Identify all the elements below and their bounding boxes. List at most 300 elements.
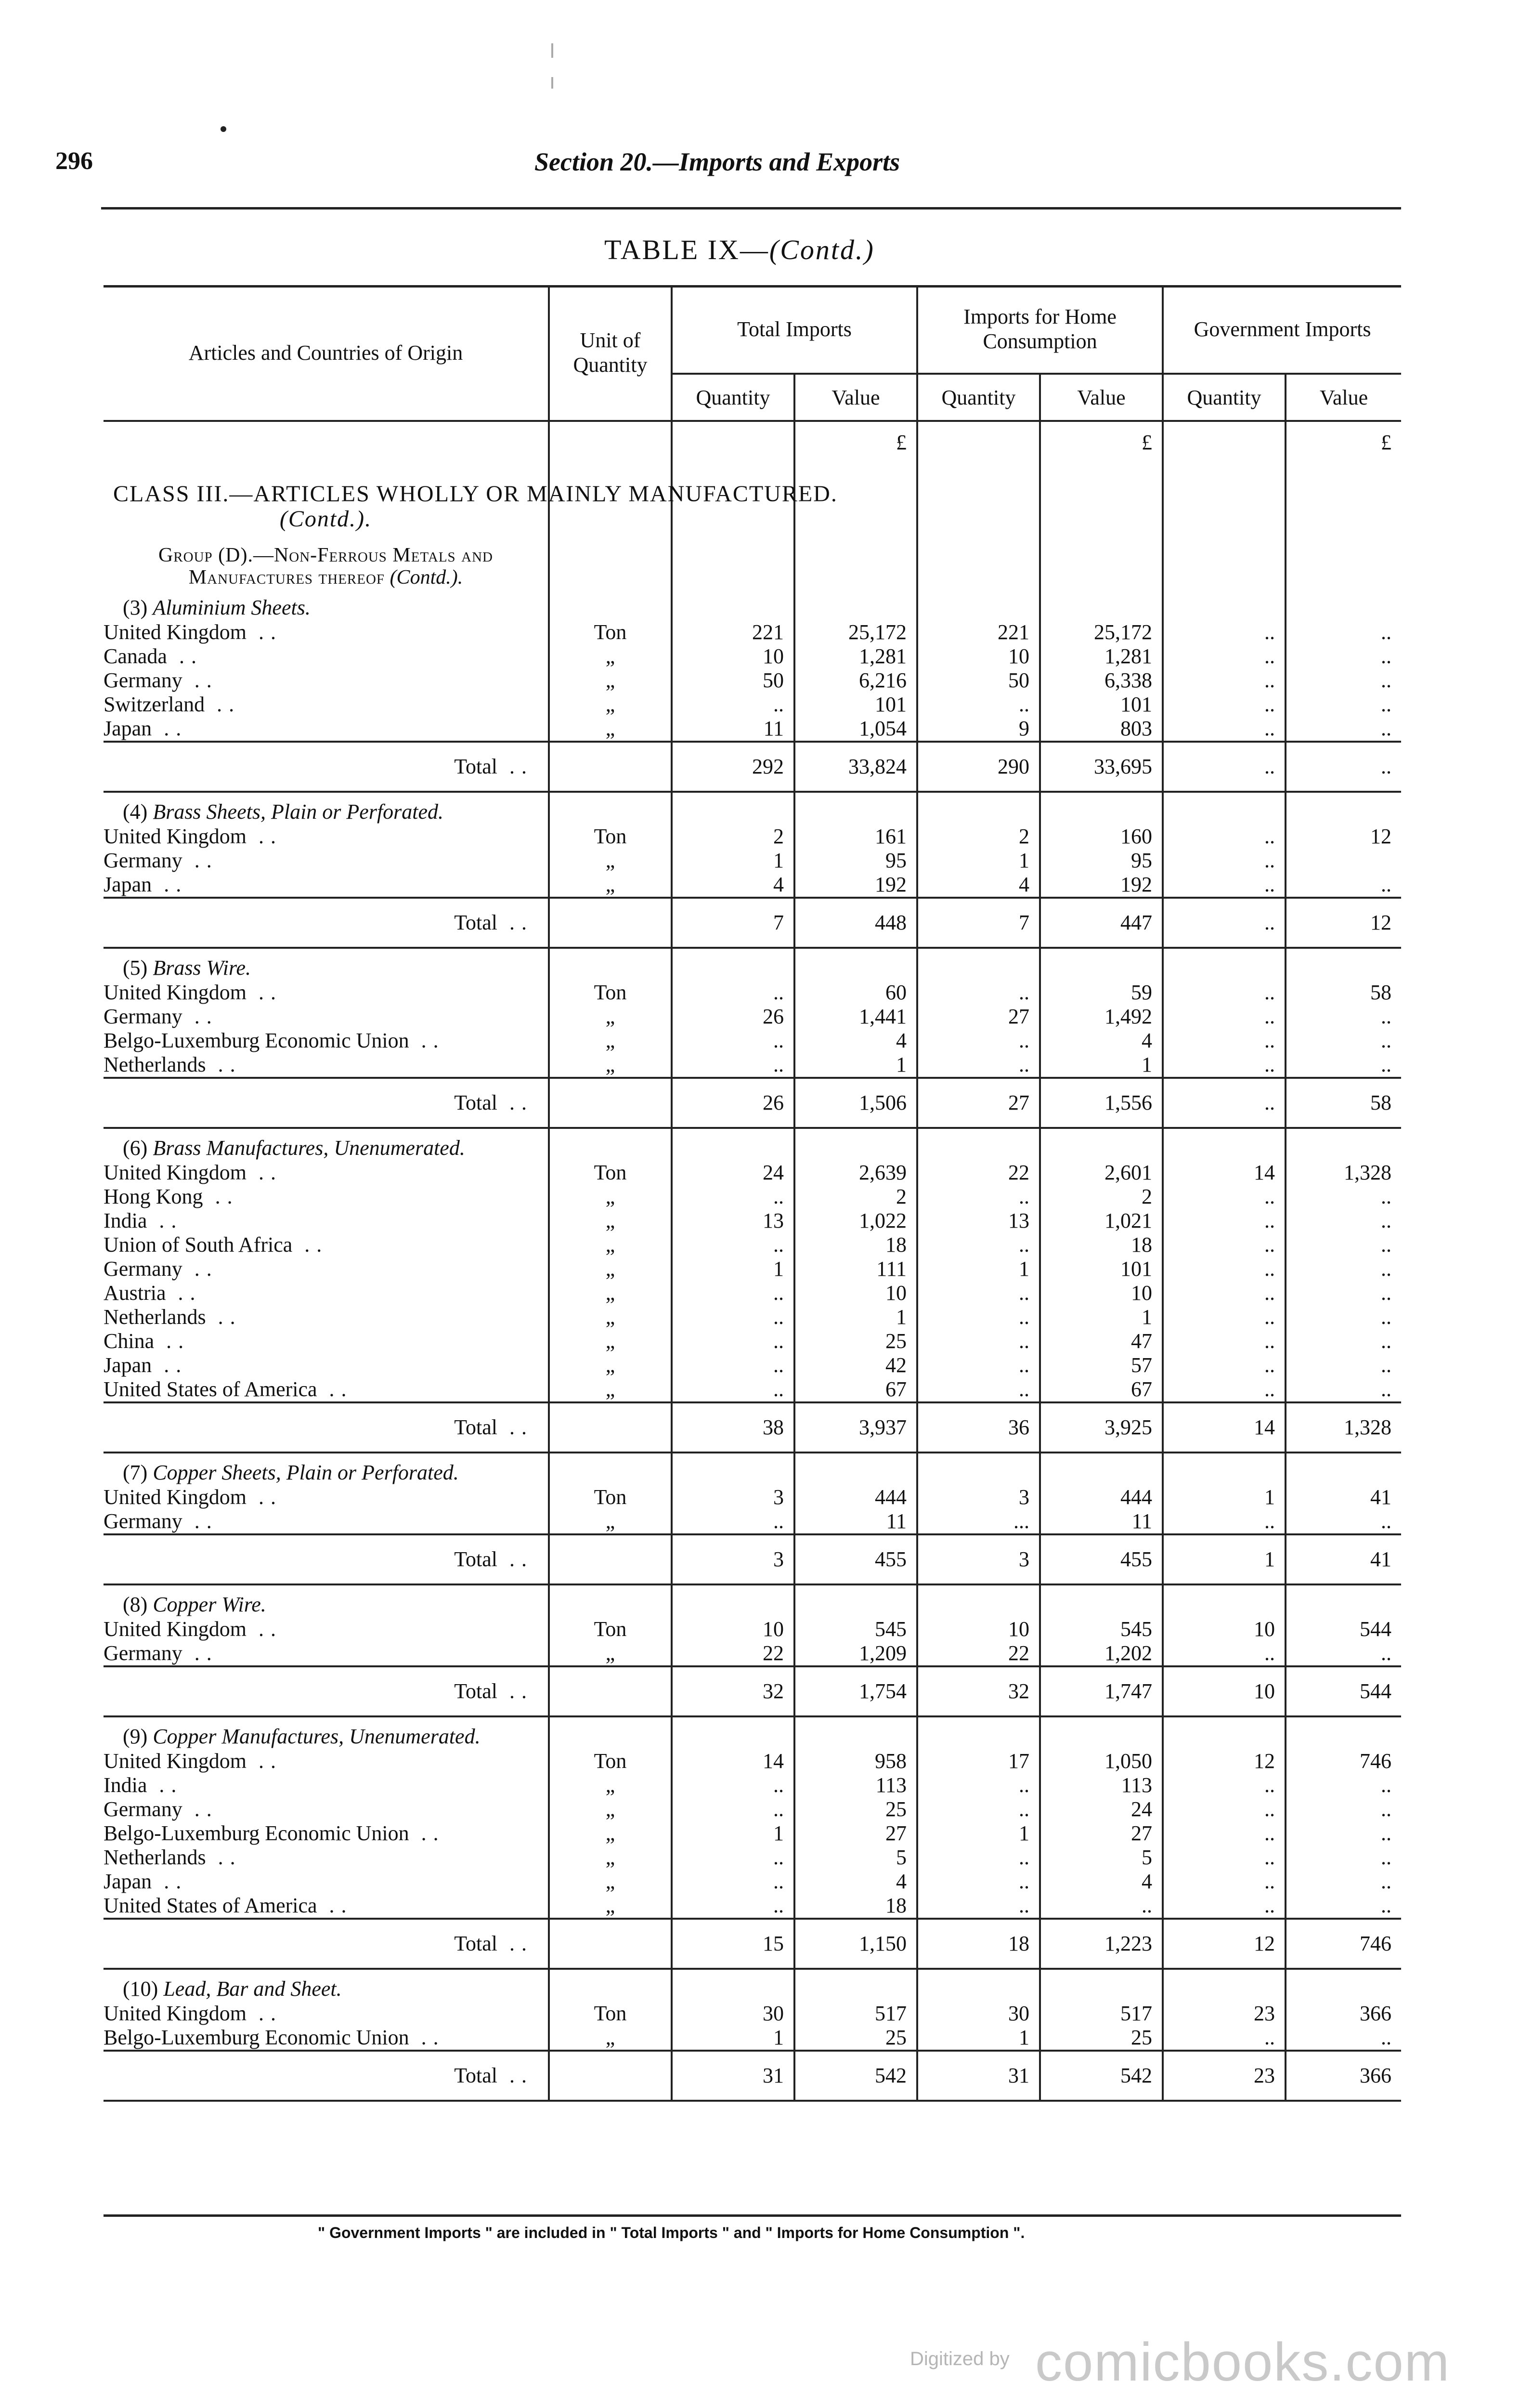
- section-heading-row: [104, 792, 1401, 824]
- home-consumption-quantity: ..: [917, 1305, 1040, 1329]
- government-imports-value: 12: [1286, 824, 1401, 849]
- imports-table: [104, 285, 1401, 2102]
- home-consumption-value: 160: [1040, 824, 1163, 849]
- table-row: [104, 1281, 1401, 1305]
- home-consumption-value: 1,202: [1040, 1641, 1163, 1666]
- leader-dots: ..: [497, 2064, 533, 2087]
- government-imports-value: ..: [1286, 1005, 1401, 1029]
- total-row: [104, 1402, 1401, 1453]
- country-name: [104, 1233, 549, 1257]
- home-consumption-quantity: ..: [917, 693, 1040, 717]
- total-government-imports-value: 1,328: [1286, 1402, 1401, 1453]
- home-consumption-value: 4: [1040, 1029, 1163, 1053]
- section-heading: [104, 792, 549, 824]
- leader-dots: ..: [152, 717, 188, 740]
- country-name: [104, 873, 549, 898]
- total-imports-quantity: ..: [672, 1053, 794, 1078]
- section-heading-row: [104, 1584, 1401, 1617]
- total-imports-value: 444: [794, 1485, 917, 1509]
- total-home-consumption-quantity: 18: [917, 1919, 1040, 1969]
- country-label: United Kingdom: [104, 1617, 247, 1641]
- section-number: (6): [123, 1136, 148, 1160]
- leader-dots: ..: [246, 1485, 283, 1509]
- leader-dots: ..: [292, 1233, 329, 1256]
- home-consumption-value: 5: [1040, 1845, 1163, 1870]
- total-government-imports-value: 366: [1286, 2051, 1401, 2101]
- leader-dots: ..: [167, 644, 203, 668]
- country-label: Hong Kong: [104, 1185, 203, 1208]
- total-government-imports-value: ..: [1286, 742, 1401, 792]
- table-row: [104, 668, 1401, 693]
- total-row: [104, 1919, 1401, 1969]
- government-imports-quantity: ..: [1163, 1185, 1286, 1209]
- table-title-contd: (Contd.): [769, 234, 875, 265]
- leader-dots: ..: [182, 849, 219, 872]
- total-imports-value: 25,172: [794, 620, 917, 644]
- total-government-imports-quantity: 10: [1163, 1666, 1286, 1716]
- section-number: (4): [123, 800, 148, 824]
- country-name: [104, 1257, 549, 1281]
- government-imports-quantity: ..: [1163, 1894, 1286, 1919]
- total-imports-quantity: 10: [672, 1617, 794, 1641]
- leader-dots: ..: [147, 1209, 183, 1232]
- total-row: [104, 898, 1401, 948]
- government-imports-value: ..: [1286, 717, 1401, 742]
- total-imports-value: 2,639: [794, 1161, 917, 1185]
- class-heading: CLASS III.—ARTICLES WHOLLY OR MAINLY MANUFACTURED.: [113, 481, 838, 507]
- government-imports-quantity: 23: [1163, 2002, 1286, 2026]
- total-home-consumption-value: 455: [1040, 1534, 1163, 1584]
- government-imports-value: 746: [1286, 1749, 1401, 1773]
- total-total-imports-quantity: 292: [672, 742, 794, 792]
- total-imports-value: 10: [794, 1281, 917, 1305]
- country-label: Germany: [104, 1641, 182, 1665]
- unit-of-quantity: Ton: [549, 620, 672, 644]
- total-imports-value: 1,054: [794, 717, 917, 742]
- table-row: [104, 1797, 1401, 1821]
- leader-dots: ..: [246, 2002, 283, 2025]
- table-row: [104, 2002, 1401, 2026]
- government-imports-quantity: ..: [1163, 693, 1286, 717]
- total-row: [104, 1534, 1401, 1584]
- subheader-quantity: Quantity: [917, 374, 1040, 421]
- unit-of-quantity: „: [549, 1377, 672, 1402]
- section-title: Copper Manufactures, Unenumerated.: [153, 1725, 481, 1748]
- leader-dots: ..: [152, 873, 188, 896]
- home-consumption-value: 2: [1040, 1185, 1163, 1209]
- country-label: Union of South Africa: [104, 1233, 293, 1256]
- total-home-consumption-quantity: 3: [917, 1534, 1040, 1584]
- country-name: [104, 1377, 549, 1402]
- home-consumption-value: 1,021: [1040, 1209, 1163, 1233]
- total-imports-value: 6,216: [794, 668, 917, 693]
- table-row: [104, 2026, 1401, 2051]
- total-home-consumption-value: 33,695: [1040, 742, 1163, 792]
- total-imports-value: 25: [794, 2026, 917, 2051]
- table-row: [104, 824, 1401, 849]
- home-consumption-value: 444: [1040, 1485, 1163, 1509]
- total-total-imports-quantity: 15: [672, 1919, 794, 1969]
- table-row: [104, 1185, 1401, 1209]
- leader-dots: ..: [182, 1257, 219, 1281]
- col-header-articles: Articles and Countries of Origin: [104, 285, 549, 421]
- government-imports-value: 41: [1286, 1485, 1401, 1509]
- government-imports-value: 366: [1286, 2002, 1401, 2026]
- section-heading: [104, 948, 549, 981]
- home-consumption-quantity: 221: [917, 620, 1040, 644]
- home-consumption-value: 11: [1040, 1509, 1163, 1534]
- government-imports-quantity: ..: [1163, 981, 1286, 1005]
- total-imports-quantity: ..: [672, 1845, 794, 1870]
- country-name: [104, 1185, 549, 1209]
- total-total-imports-value: 1,754: [794, 1666, 917, 1716]
- subheader-quantity: Quantity: [672, 374, 794, 421]
- government-imports-value: ..: [1286, 1053, 1401, 1078]
- section-number: (8): [123, 1593, 148, 1616]
- government-imports-value: ..: [1286, 1305, 1401, 1329]
- total-imports-quantity: ..: [672, 1305, 794, 1329]
- home-consumption-value: 545: [1040, 1617, 1163, 1641]
- government-imports-quantity: ..: [1163, 1773, 1286, 1797]
- government-imports-value: ..: [1286, 693, 1401, 717]
- country-label: Belgo-Luxemburg Economic Union: [104, 1029, 409, 1052]
- total-imports-quantity: 14: [672, 1749, 794, 1773]
- total-imports-quantity: ..: [672, 1233, 794, 1257]
- home-consumption-value: 27: [1040, 1821, 1163, 1845]
- table-body: [104, 421, 1401, 2101]
- country-label: United Kingdom: [104, 981, 247, 1004]
- leader-dots: ..: [246, 824, 283, 848]
- total-imports-value: 111: [794, 1257, 917, 1281]
- total-home-consumption-value: 3,925: [1040, 1402, 1163, 1453]
- total-imports-value: 18: [794, 1233, 917, 1257]
- total-government-imports-value: 544: [1286, 1666, 1401, 1716]
- home-consumption-value: 101: [1040, 693, 1163, 717]
- unit-of-quantity: „: [549, 1353, 672, 1377]
- group-heading-contd: (Contd.).: [390, 566, 463, 589]
- country-name: [104, 1509, 549, 1534]
- table-row: [104, 873, 1401, 898]
- home-consumption-value: 192: [1040, 873, 1163, 898]
- country-name: [104, 1617, 549, 1641]
- total-total-imports-quantity: 7: [672, 898, 794, 948]
- government-imports-value: ..: [1286, 1821, 1401, 1845]
- home-consumption-quantity: ..: [917, 1329, 1040, 1353]
- home-consumption-quantity: ..: [917, 1281, 1040, 1305]
- country-label: India: [104, 1773, 147, 1797]
- total-imports-value: 27: [794, 1821, 917, 1845]
- unit-of-quantity: „: [549, 693, 672, 717]
- table-row: [104, 1894, 1401, 1919]
- section-heading: [104, 589, 549, 620]
- home-consumption-quantity: 1: [917, 2026, 1040, 2051]
- total-label: Total ..: [104, 742, 549, 792]
- country-name: [104, 1329, 549, 1353]
- country-name: [104, 1773, 549, 1797]
- leader-dots: ..: [497, 1679, 533, 1703]
- table-row: [104, 1617, 1401, 1641]
- home-consumption-quantity: 17: [917, 1749, 1040, 1773]
- section-heading-row: [104, 589, 1401, 620]
- total-home-consumption-value: 1,556: [1040, 1078, 1163, 1128]
- table-row: [104, 981, 1401, 1005]
- total-imports-quantity: 1: [672, 1257, 794, 1281]
- country-label: Belgo-Luxemburg Economic Union: [104, 1821, 409, 1845]
- footnote: " Government Imports " are included in " Total Imports " and " Imports for Home Consumption ".: [318, 2224, 1025, 2241]
- table-row: [104, 1305, 1401, 1329]
- leader-dots: ..: [497, 1091, 533, 1114]
- section-title: Brass Sheets, Plain or Perforated.: [153, 800, 444, 824]
- government-imports-quantity: ..: [1163, 668, 1286, 693]
- country-label: United Kingdom: [104, 1749, 247, 1773]
- government-imports-value: ..: [1286, 1845, 1401, 1870]
- total-imports-value: 958: [794, 1749, 917, 1773]
- government-imports-quantity: ..: [1163, 717, 1286, 742]
- total-imports-quantity: ..: [672, 1894, 794, 1919]
- home-consumption-quantity: 10: [917, 1617, 1040, 1641]
- government-imports-quantity: 1: [1163, 1485, 1286, 1509]
- total-government-imports-value: 746: [1286, 1919, 1401, 1969]
- unit-of-quantity: „: [549, 1209, 672, 1233]
- country-name: [104, 1281, 549, 1305]
- country-name: [104, 1797, 549, 1821]
- total-home-consumption-quantity: 31: [917, 2051, 1040, 2101]
- leader-dots: ..: [246, 1617, 283, 1641]
- total-imports-quantity: ..: [672, 1797, 794, 1821]
- country-label: Germany: [104, 1509, 182, 1533]
- home-consumption-value: 517: [1040, 2002, 1163, 2026]
- total-imports-value: 545: [794, 1617, 917, 1641]
- home-consumption-quantity: 13: [917, 1209, 1040, 1233]
- home-consumption-quantity: ..: [917, 1377, 1040, 1402]
- total-imports-quantity: 10: [672, 644, 794, 668]
- group-heading-row: [104, 532, 1401, 589]
- total-government-imports-quantity: ..: [1163, 742, 1286, 792]
- leader-dots: ..: [246, 981, 283, 1004]
- leader-dots: ..: [497, 1932, 533, 1955]
- country-name: [104, 1870, 549, 1894]
- leader-dots: ..: [497, 755, 533, 778]
- government-imports-quantity: ..: [1163, 1305, 1286, 1329]
- total-home-consumption-value: 542: [1040, 2051, 1163, 2101]
- leader-dots: ..: [317, 1894, 353, 1917]
- total-imports-value: 95: [794, 849, 917, 873]
- total-imports-quantity: 24: [672, 1161, 794, 1185]
- total-total-imports-value: 1,506: [794, 1078, 917, 1128]
- unit-of-quantity: „: [549, 668, 672, 693]
- home-consumption-quantity: ..: [917, 1797, 1040, 1821]
- total-label: Total ..: [104, 2051, 549, 2101]
- table-row: [104, 717, 1401, 742]
- home-consumption-value: 1,281: [1040, 644, 1163, 668]
- total-total-imports-value: 33,824: [794, 742, 917, 792]
- total-imports-value: 517: [794, 2002, 917, 2026]
- home-consumption-value: 6,338: [1040, 668, 1163, 693]
- government-imports-value: ..: [1286, 644, 1401, 668]
- home-consumption-value: 2,601: [1040, 1161, 1163, 1185]
- unit-of-quantity: „: [549, 849, 672, 873]
- government-imports-value: [1286, 849, 1401, 873]
- home-consumption-quantity: ..: [917, 1353, 1040, 1377]
- total-imports-value: 1,441: [794, 1005, 917, 1029]
- unit-of-quantity: „: [549, 1845, 672, 1870]
- leader-dots: ..: [203, 1185, 239, 1208]
- header-rule: [101, 207, 1401, 209]
- total-imports-quantity: ..: [672, 1773, 794, 1797]
- leader-dots: ..: [409, 1821, 445, 1845]
- home-consumption-quantity: 50: [917, 668, 1040, 693]
- home-consumption-value: 101: [1040, 1257, 1163, 1281]
- total-home-consumption-value: 447: [1040, 898, 1163, 948]
- home-consumption-quantity: ..: [917, 1029, 1040, 1053]
- digitized-by-label: Digitized by: [910, 2348, 1010, 2369]
- government-imports-quantity: ..: [1163, 1353, 1286, 1377]
- total-imports-value: 2: [794, 1185, 917, 1209]
- leader-dots: ..: [497, 1547, 533, 1571]
- total-label: Total ..: [104, 1666, 549, 1716]
- section-number: (7): [123, 1461, 148, 1484]
- section-heading: [104, 1969, 549, 2002]
- total-imports-quantity: 1: [672, 1821, 794, 1845]
- table-title-main: TABLE IX—: [604, 234, 769, 265]
- total-total-imports-quantity: 31: [672, 2051, 794, 2101]
- country-name: [104, 981, 549, 1005]
- home-consumption-quantity: ..: [917, 1053, 1040, 1078]
- country-label: United States of America: [104, 1377, 317, 1401]
- unit-of-quantity: Ton: [549, 2002, 672, 2026]
- pound-sign: £: [794, 421, 917, 477]
- total-total-imports-quantity: 32: [672, 1666, 794, 1716]
- home-consumption-value: 95: [1040, 849, 1163, 873]
- leader-dots: ..: [317, 1377, 353, 1401]
- total-row: [104, 1078, 1401, 1128]
- home-consumption-quantity: ..: [917, 981, 1040, 1005]
- total-imports-value: 101: [794, 693, 917, 717]
- government-imports-value: ..: [1286, 1773, 1401, 1797]
- country-name: [104, 1161, 549, 1185]
- table-row: [104, 1821, 1401, 1845]
- total-total-imports-quantity: 26: [672, 1078, 794, 1128]
- page-number: 296: [55, 147, 93, 175]
- subheader-value: Value: [1286, 374, 1401, 421]
- table-row: [104, 1377, 1401, 1402]
- class-heading-row: [104, 477, 1401, 532]
- country-label: Japan: [104, 873, 152, 896]
- section-title: Brass Wire.: [153, 956, 251, 980]
- home-consumption-quantity: 9: [917, 717, 1040, 742]
- total-home-consumption-quantity: 32: [917, 1666, 1040, 1716]
- total-imports-value: 113: [794, 1773, 917, 1797]
- unit-of-quantity: „: [549, 1029, 672, 1053]
- leader-dots: ..: [205, 693, 241, 716]
- scan-dot: [221, 126, 226, 132]
- home-consumption-quantity: 30: [917, 2002, 1040, 2026]
- country-label: United Kingdom: [104, 620, 247, 644]
- country-label: Canada: [104, 644, 167, 668]
- unit-of-quantity: „: [549, 1870, 672, 1894]
- total-home-consumption-value: 1,223: [1040, 1919, 1163, 1969]
- section-number: (5): [123, 956, 148, 980]
- section-heading-row: [104, 1969, 1401, 2002]
- government-imports-quantity: ..: [1163, 849, 1286, 873]
- total-total-imports-quantity: 38: [672, 1402, 794, 1453]
- total-government-imports-quantity: 1: [1163, 1534, 1286, 1584]
- section-title: Aluminium Sheets.: [153, 596, 311, 619]
- total-government-imports-quantity: 12: [1163, 1919, 1286, 1969]
- scan-mark: [551, 43, 553, 58]
- home-consumption-value: 25,172: [1040, 620, 1163, 644]
- home-consumption-quantity: ..: [917, 1845, 1040, 1870]
- leader-dots: ..: [409, 2026, 445, 2049]
- government-imports-quantity: ..: [1163, 2026, 1286, 2051]
- pound-sign: £: [1040, 421, 1163, 477]
- leader-dots: ..: [182, 1797, 219, 1821]
- section-number: (9): [123, 1725, 148, 1748]
- total-government-imports-value: 12: [1286, 898, 1401, 948]
- section-heading: [104, 1128, 549, 1161]
- table-row: [104, 1773, 1401, 1797]
- home-consumption-value: 1,050: [1040, 1749, 1163, 1773]
- government-imports-quantity: 10: [1163, 1617, 1286, 1641]
- government-imports-quantity: ..: [1163, 1377, 1286, 1402]
- unit-of-quantity: „: [549, 873, 672, 898]
- total-total-imports-value: 542: [794, 2051, 917, 2101]
- section-heading-row: [104, 1716, 1401, 1749]
- government-imports-quantity: ..: [1163, 1797, 1286, 1821]
- government-imports-value: ..: [1286, 1509, 1401, 1534]
- total-label: Total ..: [104, 1919, 549, 1969]
- home-consumption-value: 59: [1040, 981, 1163, 1005]
- total-imports-quantity: 50: [672, 668, 794, 693]
- government-imports-quantity: ..: [1163, 1821, 1286, 1845]
- subheader-quantity: Quantity: [1163, 374, 1286, 421]
- home-consumption-quantity: ...: [917, 1509, 1040, 1534]
- country-label: Germany: [104, 668, 182, 692]
- table-row: [104, 1257, 1401, 1281]
- unit-of-quantity: „: [549, 1281, 672, 1305]
- country-name: [104, 668, 549, 693]
- unit-of-quantity: „: [549, 1894, 672, 1919]
- table-row: [104, 1161, 1401, 1185]
- leader-dots: ..: [246, 1749, 283, 1773]
- total-imports-value: 18: [794, 1894, 917, 1919]
- total-imports-value: 1,281: [794, 644, 917, 668]
- government-imports-value: ..: [1286, 873, 1401, 898]
- government-imports-quantity: ..: [1163, 1257, 1286, 1281]
- government-imports-quantity: ..: [1163, 824, 1286, 849]
- government-imports-value: ..: [1286, 1257, 1401, 1281]
- country-name: [104, 1053, 549, 1078]
- table-row: [104, 849, 1401, 873]
- table-row: [104, 1845, 1401, 1870]
- home-consumption-quantity: 22: [917, 1161, 1040, 1185]
- total-imports-quantity: 4: [672, 873, 794, 898]
- unit-of-quantity: „: [549, 1305, 672, 1329]
- section-title: Lead, Bar and Sheet.: [163, 1977, 342, 2001]
- country-label: Germany: [104, 1257, 182, 1281]
- home-consumption-value: 113: [1040, 1773, 1163, 1797]
- section-title: Brass Manufactures, Unenumerated.: [153, 1136, 465, 1160]
- unit-of-quantity: Ton: [549, 981, 672, 1005]
- total-imports-quantity: 3: [672, 1485, 794, 1509]
- leader-dots: ..: [497, 1415, 533, 1439]
- total-imports-quantity: ..: [672, 1509, 794, 1534]
- unit-of-quantity: Ton: [549, 1485, 672, 1509]
- total-government-imports-quantity: 23: [1163, 2051, 1286, 2101]
- home-consumption-value: 18: [1040, 1233, 1163, 1257]
- total-label: Total ..: [104, 1078, 549, 1128]
- total-imports-quantity: ..: [672, 1281, 794, 1305]
